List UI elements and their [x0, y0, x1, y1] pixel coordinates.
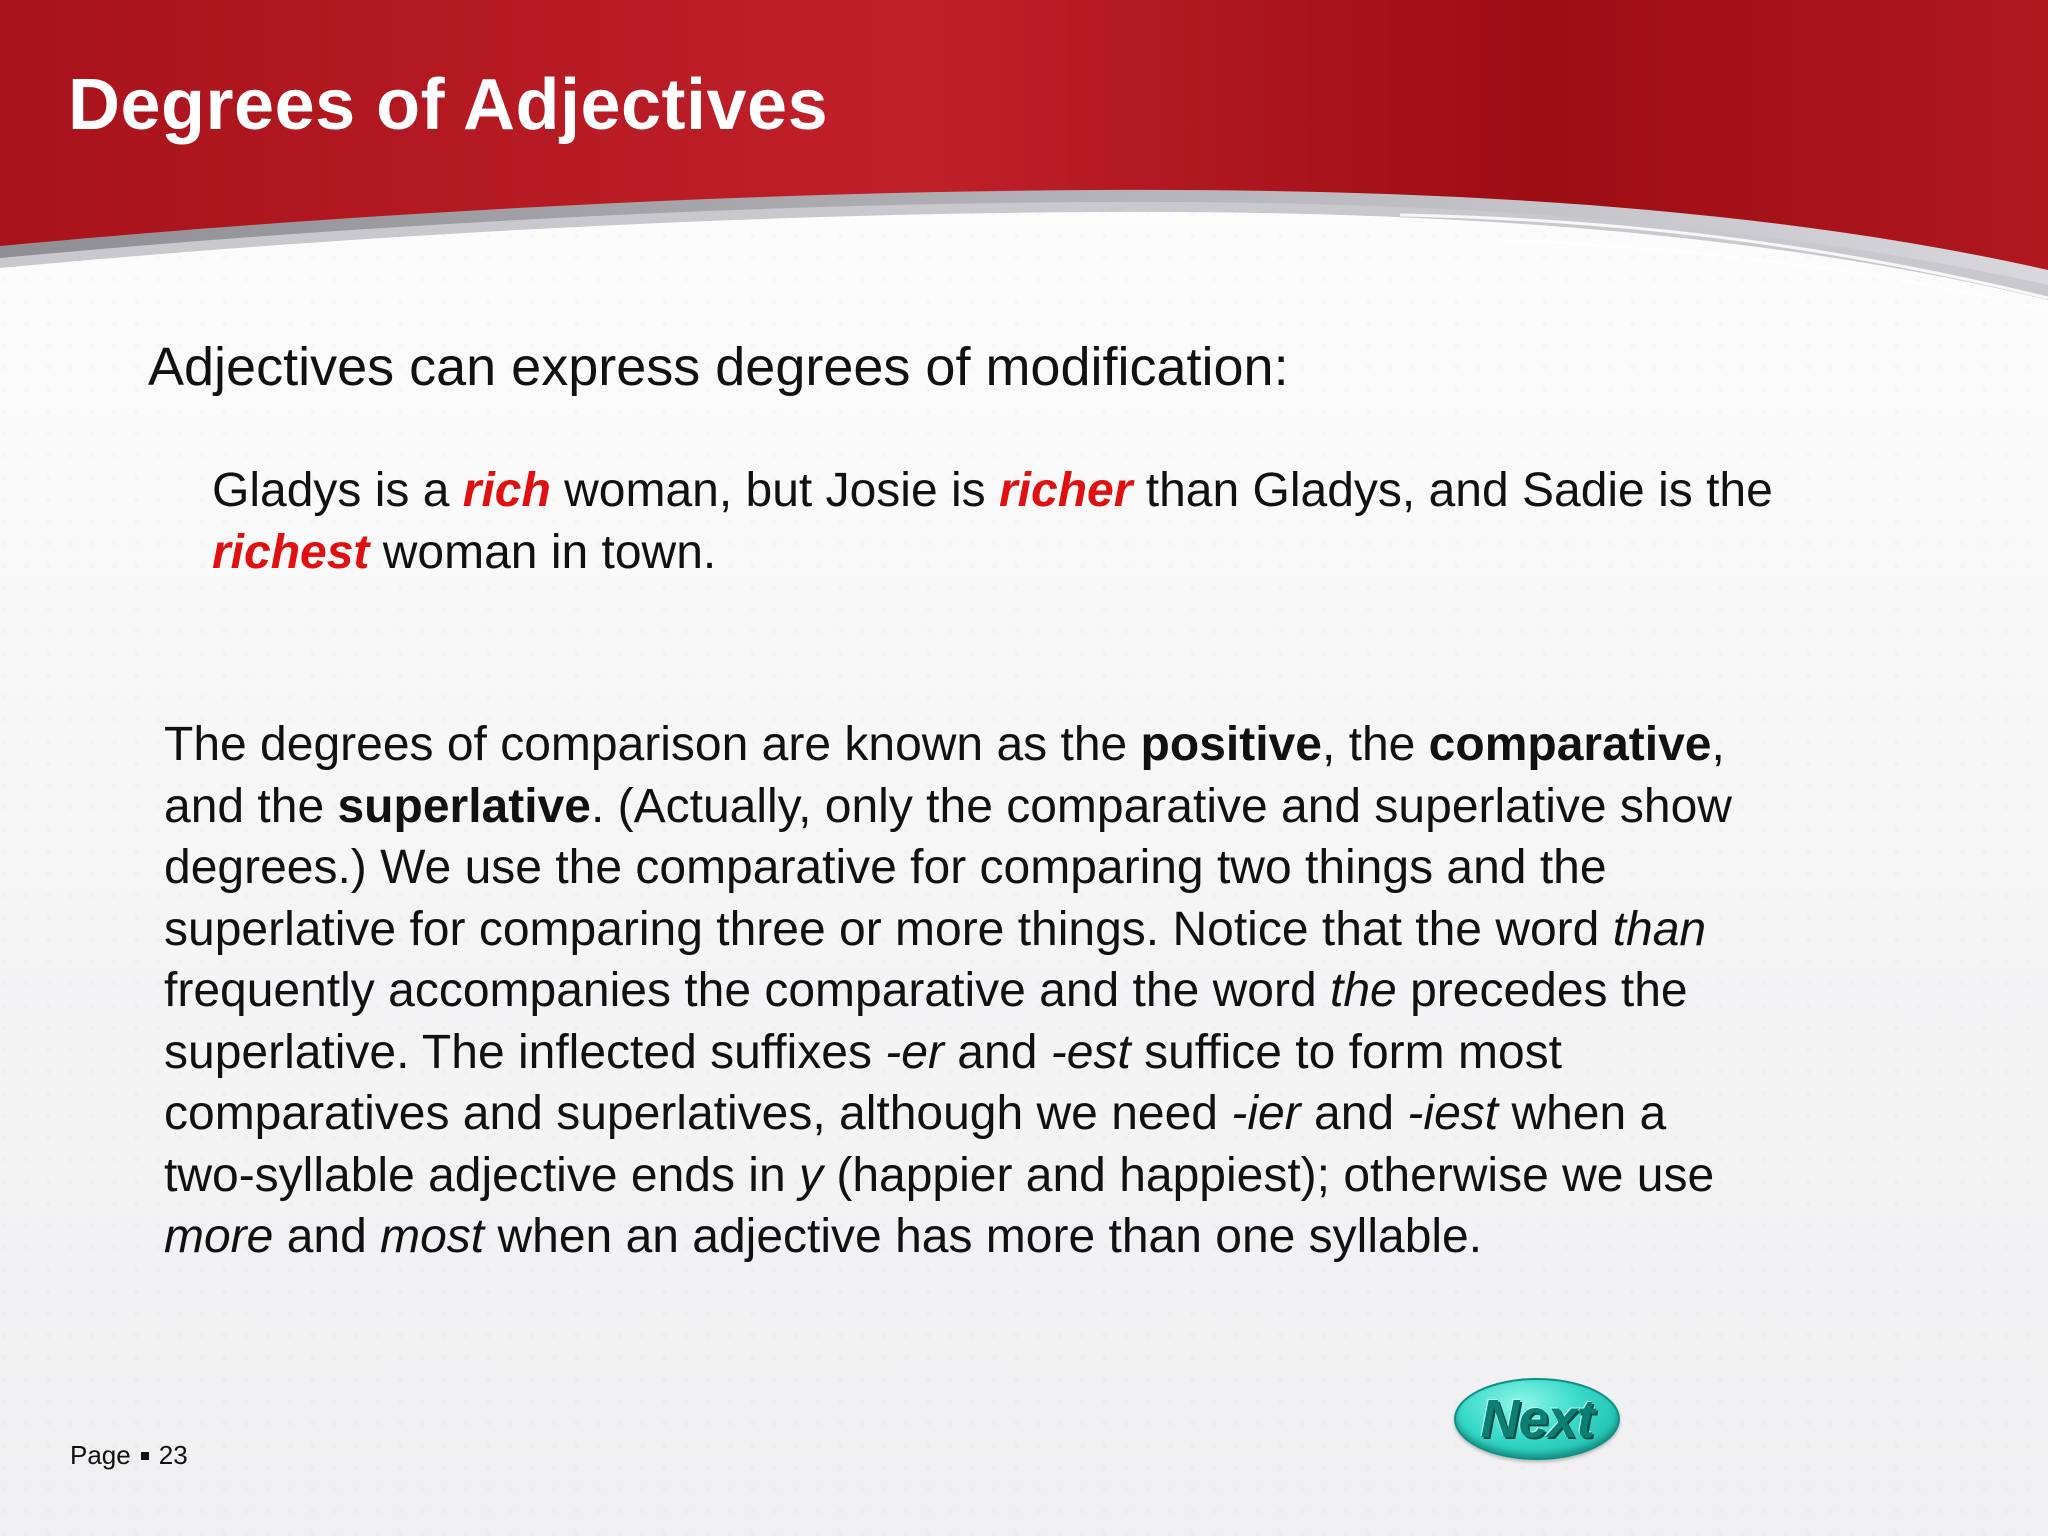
text-run: when an adjective has more than one syllable. — [484, 1210, 1483, 1263]
explanation-line — [164, 899, 1944, 961]
next-button[interactable] — [1454, 1378, 1620, 1460]
text-run: superlative for comparing three or more things. Notice that the word — [164, 902, 1613, 956]
italic-y: y — [799, 1148, 823, 1202]
italic-more: more — [164, 1210, 274, 1263]
text-run: comparatives and superlatives, although we need — [164, 1087, 1232, 1140]
intro-text: Adjectives can express degrees of modification: — [148, 337, 1289, 397]
term-superlative: superlative — [337, 779, 591, 833]
explanation-line — [164, 1022, 1944, 1084]
page-number: 23 — [158, 1440, 188, 1470]
text-run: and the — [164, 779, 338, 833]
text-run: , — [1711, 718, 1725, 771]
italic-er: -er — [885, 1025, 944, 1079]
next-button-label: Next — [1480, 1389, 1594, 1449]
text-run: . (Actually, only the comparative and superlative show — [590, 779, 1732, 833]
header-banner — [0, 0, 2048, 330]
explanation-line — [164, 960, 1944, 1022]
text-run: , the — [1321, 718, 1429, 771]
text-run: frequently accompanies the comparative and the word — [164, 964, 1330, 1017]
term-comparative: comparative — [1428, 718, 1712, 771]
example-text: than Gladys, and Sadie is the — [1132, 464, 1773, 517]
example-text: Gladys is a — [212, 464, 463, 517]
term-positive: positive — [1140, 718, 1322, 771]
explanation-line — [164, 1145, 1944, 1207]
explanation-line — [164, 1083, 1944, 1145]
example-sentence — [212, 460, 1952, 584]
page-footer — [70, 1440, 188, 1471]
explanation-paragraph — [164, 714, 1944, 1268]
text-run: and — [273, 1210, 381, 1263]
italic-iest: -iest — [1407, 1087, 1499, 1140]
italic-the: the — [1330, 964, 1397, 1017]
text-run: suffice to form most — [1130, 1025, 1562, 1079]
italic-ier: -ier — [1231, 1087, 1301, 1140]
text-run: The degrees of comparison are known as the — [164, 718, 1141, 771]
text-run: two-syllable adjective ends in — [164, 1148, 799, 1202]
page-label: Page — [70, 1440, 131, 1470]
explanation-line — [164, 776, 1944, 838]
text-run: precedes the — [1396, 964, 1688, 1017]
explanation-line — [164, 837, 1944, 899]
highlight-rich: rich — [462, 464, 551, 517]
text-run: superlative. The inflected suffixes — [164, 1025, 886, 1079]
text-run: (happier and happiest); otherwise we use — [823, 1148, 1715, 1202]
explanation-line — [164, 1206, 1944, 1268]
italic-than: than — [1612, 902, 1707, 956]
italic-est: -est — [1050, 1025, 1131, 1079]
slide-title: Degrees of Adjectives — [68, 65, 829, 145]
square-bullet-icon — [141, 1452, 149, 1460]
highlight-richest: richest — [212, 526, 370, 579]
text-run: when a — [1498, 1087, 1667, 1140]
text-run: degrees.) We use the comparative for comparing two things and the — [164, 841, 1607, 894]
explanation-line — [164, 714, 1944, 776]
highlight-richer: richer — [999, 464, 1133, 517]
example-text: woman in town. — [369, 526, 717, 579]
text-run: and — [943, 1025, 1051, 1079]
italic-most: most — [380, 1210, 485, 1263]
example-text: woman, but Josie is — [550, 464, 999, 517]
text-run: and — [1300, 1087, 1408, 1140]
